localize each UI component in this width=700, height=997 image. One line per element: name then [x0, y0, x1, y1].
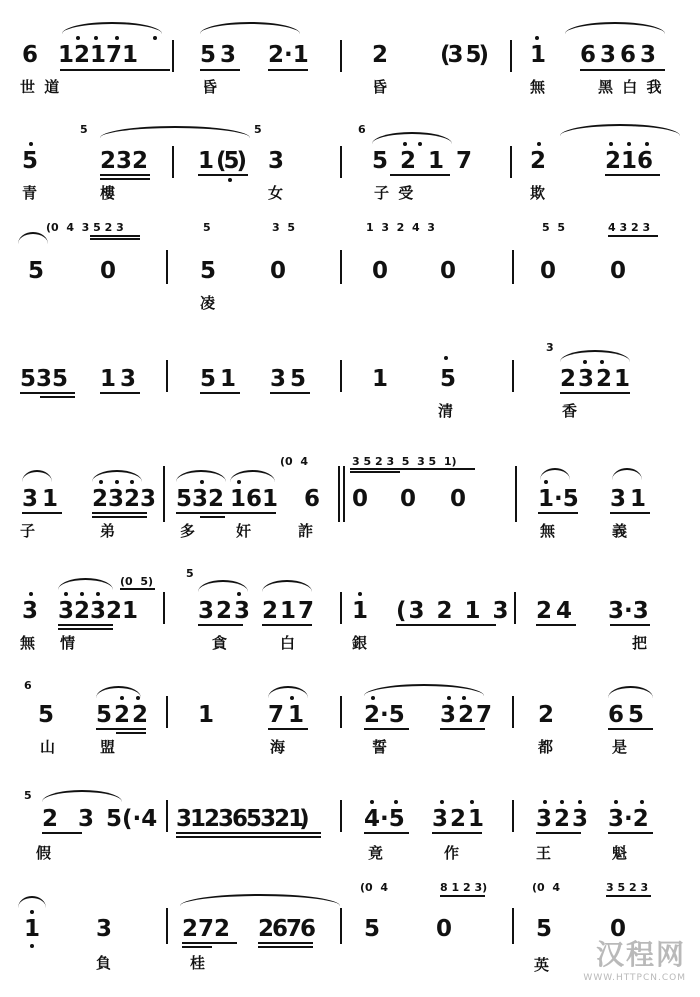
note: 5 — [536, 916, 553, 942]
slur — [18, 896, 46, 908]
underline — [432, 832, 482, 834]
barline — [340, 40, 342, 72]
lyric: 凌 — [200, 294, 218, 312]
note: 0 — [440, 258, 457, 284]
low-dot — [29, 142, 33, 146]
note: 3 2 7 — [440, 702, 490, 728]
underline — [608, 728, 653, 730]
high-dot — [403, 142, 407, 146]
barline — [512, 696, 514, 728]
watermark-brand: 汉程网 — [595, 938, 686, 971]
high-dot — [645, 142, 649, 146]
high-dot — [370, 800, 374, 804]
barline — [512, 908, 514, 944]
lyric: 誓 — [372, 738, 390, 756]
underline — [116, 732, 146, 734]
high-dot — [614, 800, 618, 804]
slur — [200, 22, 300, 34]
note: (3 5) — [440, 42, 487, 68]
high-dot — [600, 360, 604, 364]
lyric: 無 — [20, 634, 38, 652]
grace-note: 6 — [358, 123, 366, 136]
note: 6 — [22, 42, 39, 68]
slur — [565, 22, 665, 34]
underline — [364, 832, 409, 834]
underline — [92, 512, 147, 514]
small-notes: (0 4 — [280, 455, 308, 468]
small-notes: (0 4 — [360, 881, 388, 894]
underline — [176, 512, 276, 514]
watermark — [583, 933, 686, 983]
note: 3 2 3 — [198, 598, 248, 624]
high-dot — [290, 696, 294, 700]
high-dot — [30, 910, 34, 914]
slur — [364, 684, 484, 696]
lyric: 詐 — [298, 522, 316, 540]
note: 5 2 1 7 — [372, 148, 475, 174]
note: 5 3 5 — [20, 366, 65, 392]
note: 3 1 — [610, 486, 645, 512]
note: 0 — [450, 486, 467, 512]
note: 1 (5) — [198, 148, 245, 174]
underline — [268, 728, 308, 730]
slur — [42, 790, 122, 802]
slur — [540, 468, 570, 480]
underline — [20, 392, 75, 394]
note: 0 — [436, 916, 453, 942]
lyric: 子 受 — [374, 184, 416, 202]
note: 5 — [38, 702, 55, 728]
lyric: 樓 — [100, 184, 118, 202]
underline — [58, 624, 113, 626]
high-dot — [440, 800, 444, 804]
slur — [560, 350, 630, 362]
note: 5 — [28, 258, 45, 284]
note: 0 — [270, 258, 287, 284]
barline — [340, 146, 342, 178]
high-dot — [470, 800, 474, 804]
small-notes: 3 5 2 3 5 3 5 1) — [352, 455, 457, 468]
slur — [198, 580, 248, 592]
underline — [100, 178, 150, 180]
lyric: 是 — [612, 738, 630, 756]
high-dot — [544, 480, 548, 484]
underline — [606, 895, 651, 897]
note: 3 1 2 3 6 5 3 2 1) — [176, 806, 305, 832]
underline — [176, 836, 321, 838]
note: 1 6 1 — [230, 486, 275, 512]
underline — [90, 235, 140, 237]
barline — [166, 800, 168, 832]
note: 5 3 2 — [176, 486, 221, 512]
note: 2 7 2 — [182, 916, 227, 942]
grace-note: 5 — [24, 789, 32, 802]
note: 6 3 6 3 — [580, 42, 655, 68]
barline — [512, 800, 514, 832]
high-dot — [115, 36, 119, 40]
note: 3 2 3 — [536, 806, 586, 832]
barline — [510, 146, 512, 178]
underline — [350, 468, 475, 470]
lyric: 清 — [438, 402, 456, 420]
underline — [200, 69, 240, 71]
slur — [62, 22, 162, 34]
note: 3 — [96, 916, 113, 942]
note: 1·5 — [538, 486, 579, 512]
high-dot — [394, 800, 398, 804]
barline — [172, 146, 174, 178]
underline — [92, 516, 147, 518]
lyric: 無 — [530, 78, 548, 96]
note: 3 2 3 2 — [58, 598, 119, 624]
lyric: 負 — [96, 954, 114, 972]
grace-note: 3 — [546, 341, 554, 354]
lyric: 白 — [280, 634, 298, 652]
note: 6 — [304, 486, 321, 512]
barline — [512, 250, 514, 284]
slur — [372, 132, 452, 144]
small-notes: 1 3 2 4 3 — [366, 221, 435, 234]
underline — [396, 624, 496, 626]
barline — [166, 360, 168, 392]
underline — [390, 174, 450, 176]
note: 3·3 — [608, 598, 649, 624]
slur — [180, 894, 340, 906]
note: 3 1 — [22, 486, 57, 512]
barline — [515, 466, 517, 522]
lyric: 世 道 — [20, 78, 62, 96]
note: 3 — [22, 598, 39, 624]
note: 5 3 — [200, 42, 235, 68]
lyric: 香 — [562, 402, 580, 420]
note: 2·1 — [268, 42, 309, 68]
underline — [100, 174, 150, 176]
high-dot — [627, 142, 631, 146]
note: 1 — [24, 916, 41, 942]
high-dot — [418, 142, 422, 146]
grace-note: 5 — [254, 123, 262, 136]
barline — [340, 592, 342, 624]
note: 2 3 2 1 — [560, 366, 628, 392]
note: 2 4 — [536, 598, 571, 624]
underline — [270, 392, 310, 394]
high-dot — [237, 480, 241, 484]
lyric: 欺 — [530, 184, 548, 202]
high-dot — [99, 480, 103, 484]
note: 1 — [530, 42, 547, 68]
note: 5 — [440, 366, 457, 392]
grace-note: 5 — [80, 123, 88, 136]
underline — [198, 624, 243, 626]
note: 1 2 1 7 1 — [58, 42, 135, 68]
double-barline — [338, 466, 340, 522]
high-dot — [237, 592, 241, 596]
underline — [560, 392, 630, 394]
note: 2 3 — [42, 806, 101, 832]
underline — [536, 832, 581, 834]
underline — [176, 832, 321, 834]
high-dot — [200, 480, 204, 484]
note: 0 — [540, 258, 557, 284]
underline — [610, 624, 650, 626]
underline — [258, 946, 313, 948]
small-notes: 3 5 — [272, 221, 295, 234]
barline — [166, 696, 168, 728]
high-dot — [76, 36, 80, 40]
note: 2 — [372, 42, 389, 68]
lyric: 女 — [268, 184, 286, 202]
note: 1 — [198, 702, 215, 728]
double-barline — [343, 466, 345, 522]
barline — [163, 592, 165, 624]
underline — [608, 235, 658, 237]
high-dot — [96, 592, 100, 596]
high-dot — [543, 800, 547, 804]
note: 2 3 2 — [100, 148, 145, 174]
lyric: 貪 — [212, 634, 230, 652]
underline — [42, 832, 82, 834]
note: 1 — [122, 598, 139, 624]
note: 0 — [100, 258, 117, 284]
underline — [536, 624, 576, 626]
lyric: 盟 — [100, 738, 118, 756]
low-dot — [30, 944, 34, 948]
underline — [608, 832, 653, 834]
barline — [172, 40, 174, 72]
underline — [364, 728, 409, 730]
high-dot — [80, 592, 84, 596]
lyric: 作 — [444, 844, 462, 862]
lyric: 海 — [270, 738, 288, 756]
note: 3 2 1 — [432, 806, 482, 832]
note: 0 — [400, 486, 417, 512]
small-notes: (0 4 — [532, 881, 560, 894]
lyric: 子 — [20, 522, 38, 540]
note: 3 5 — [270, 366, 305, 392]
note: 0 — [352, 486, 369, 512]
note: 2 — [530, 148, 547, 174]
note: 1 — [372, 366, 389, 392]
high-dot — [609, 142, 613, 146]
watermark-url: WWW.HTTPCN.COM — [583, 973, 686, 983]
note: 2 1 6 — [605, 148, 650, 174]
underline — [198, 174, 248, 176]
barline — [340, 250, 342, 284]
note: 4·5 — [364, 806, 405, 832]
note: (3 2 1 3 — [396, 598, 511, 624]
underline — [22, 512, 62, 514]
small-notes: 5 — [203, 221, 211, 234]
small-notes: 8 1 2 3) — [440, 881, 488, 894]
note: 5 1 — [200, 366, 235, 392]
slur — [262, 580, 312, 592]
high-dot — [136, 696, 140, 700]
note: 7 1 — [268, 702, 303, 728]
high-dot — [130, 480, 134, 484]
note: 2 — [538, 702, 555, 728]
high-dot — [115, 480, 119, 484]
lyric: 竟 — [368, 844, 386, 862]
lyric: 桂 — [190, 954, 208, 972]
lyric: 情 — [60, 634, 78, 652]
note: 2 6 7 6 — [258, 916, 312, 942]
lyric: 黑 白 我 — [598, 78, 664, 96]
high-dot — [578, 800, 582, 804]
high-dot — [29, 592, 33, 596]
grace-note: 5 — [186, 567, 194, 580]
underline — [580, 69, 665, 71]
high-dot — [583, 360, 587, 364]
note: 5 2 2 — [96, 702, 146, 728]
high-dot — [64, 592, 68, 596]
underline — [610, 512, 650, 514]
underline — [350, 471, 400, 473]
lyric: 青 — [22, 184, 40, 202]
barline — [512, 360, 514, 392]
barline — [340, 360, 342, 392]
high-dot — [444, 356, 448, 360]
underline — [96, 728, 146, 730]
small-notes: 5 5 — [542, 221, 565, 234]
note: 5 — [22, 148, 39, 174]
note: 0 — [610, 258, 627, 284]
high-dot — [358, 592, 362, 596]
underline — [262, 624, 312, 626]
lyric: 銀 — [352, 634, 370, 652]
lyric: 王 — [536, 844, 554, 862]
barline — [510, 40, 512, 72]
slur — [608, 686, 653, 698]
high-dot — [94, 36, 98, 40]
slur — [96, 686, 141, 698]
slur — [612, 468, 642, 480]
note: 5(·4 — [106, 806, 158, 832]
underline — [120, 588, 155, 590]
underline — [182, 946, 212, 948]
low-dot — [228, 178, 232, 182]
slur — [560, 124, 680, 136]
small-notes: (0 4 3 5 2 3 — [46, 221, 124, 234]
lyric: 無 — [540, 522, 558, 540]
lyric: 昏 — [372, 78, 390, 96]
note: 3 — [268, 148, 285, 174]
underline — [258, 942, 313, 944]
underline — [182, 942, 237, 944]
small-notes: 3 5 2 3 — [606, 881, 649, 894]
high-dot — [462, 696, 466, 700]
lyric: 山 — [40, 738, 58, 756]
underline — [605, 174, 660, 176]
slur — [18, 232, 48, 244]
lyric: 多 — [180, 522, 198, 540]
note: 3·2 — [608, 806, 649, 832]
underline — [100, 392, 140, 394]
slur — [100, 126, 250, 138]
underline — [90, 238, 140, 240]
note: 2·5 — [364, 702, 405, 728]
note: 0 — [610, 916, 627, 942]
underline — [200, 392, 240, 394]
underline — [538, 512, 578, 514]
slur — [268, 686, 308, 698]
high-dot — [560, 800, 564, 804]
lyric: 魁 — [612, 844, 630, 862]
lyric: 英 — [534, 956, 552, 974]
small-notes: (0 5) — [120, 575, 154, 588]
note: 5 — [200, 258, 217, 284]
barline — [340, 908, 342, 944]
note: 2 1 7 — [262, 598, 312, 624]
lyric: 假 — [36, 844, 54, 862]
high-dot — [535, 36, 539, 40]
high-dot — [640, 800, 644, 804]
underline — [58, 628, 113, 630]
barline — [166, 250, 168, 284]
slur — [22, 470, 52, 482]
lyric: 昏 — [202, 78, 220, 96]
high-dot — [120, 696, 124, 700]
underline — [440, 895, 485, 897]
note: 2 3 2 3 — [92, 486, 153, 512]
barline — [340, 800, 342, 832]
underline — [268, 69, 308, 71]
grace-note: 6 — [24, 679, 32, 692]
lyric: 都 — [538, 738, 556, 756]
underline — [60, 69, 170, 71]
underline — [440, 728, 485, 730]
high-dot — [371, 696, 375, 700]
note: 5 — [364, 916, 381, 942]
note: 0 — [372, 258, 389, 284]
note: 6 5 — [608, 702, 643, 728]
high-dot — [447, 696, 451, 700]
slur — [58, 578, 113, 590]
note: 1 — [352, 598, 369, 624]
lyric: 弟 — [100, 522, 118, 540]
barline — [163, 466, 165, 522]
note: 1 3 — [100, 366, 135, 392]
lyric: 義 — [612, 522, 630, 540]
high-dot — [153, 36, 157, 40]
small-notes: 4 3 2 3 — [608, 221, 651, 234]
underline — [200, 516, 225, 518]
barline — [514, 592, 516, 624]
barline — [166, 908, 168, 944]
lyric: 奸 — [236, 522, 254, 540]
barline — [340, 696, 342, 728]
underline — [40, 396, 75, 398]
lyric: 把 — [632, 634, 650, 652]
high-dot — [537, 142, 541, 146]
